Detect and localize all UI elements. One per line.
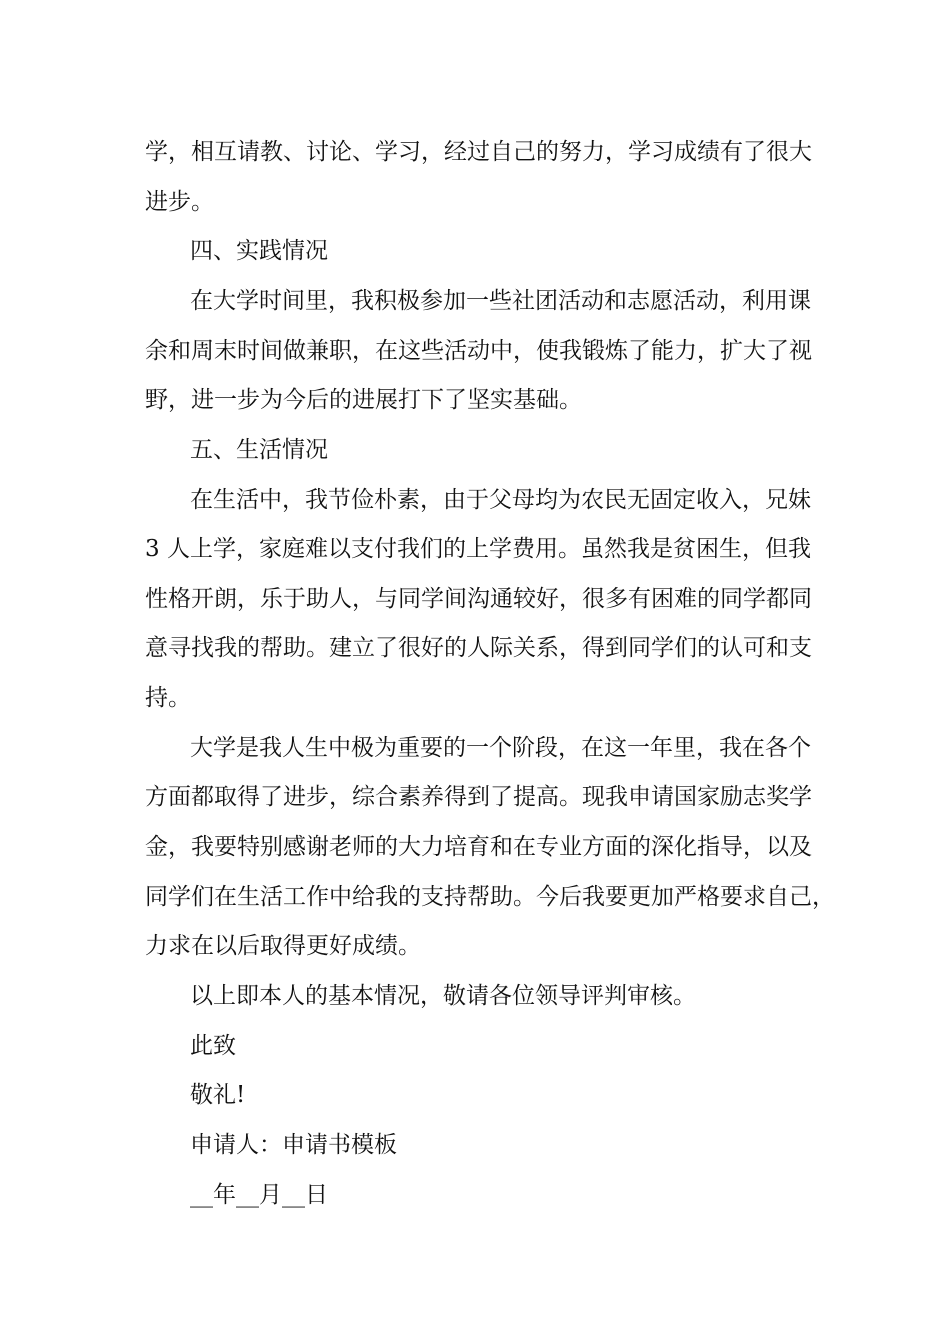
paragraph-line: 在大学时间里，我积极参加一些社团活动和志愿活动，利用课 xyxy=(190,288,811,314)
paragraph-line: 同学们在生活工作中给我的支持帮助。今后我要更加严格要求自己， xyxy=(145,884,835,910)
paragraph-line: 金，我要特别感谢老师的大力培育和在专业方面的深化指导，以及 xyxy=(145,834,812,860)
paragraph-line: 余和周末时间做兼职，在这些活动中，使我锻炼了能力，扩大了视 xyxy=(145,338,812,364)
paragraph-line: 在生活中，我节俭朴素，由于父母均为农民无固定收入，兄妹 xyxy=(190,487,811,513)
paragraph-line: 大学是我人生中极为重要的一个阶段，在这一年里，我在各个 xyxy=(190,735,811,761)
paragraph-line: 意寻找我的帮助。建立了很好的人际关系，得到同学们的认可和支 xyxy=(145,635,812,661)
salutation-cizhi: 此致 xyxy=(190,1033,236,1059)
paragraph-line: 力求在以后取得更好成绩。 xyxy=(145,933,421,959)
paragraph-line: 进步。 xyxy=(145,189,214,215)
paragraph-line: 性格开朗，乐于助人，与同学间沟通较好，很多有困难的同学都同 xyxy=(145,586,812,612)
salutation-jingli: 敬礼! xyxy=(190,1082,246,1108)
applicant-line: 申请人：申请书模板 xyxy=(190,1132,397,1158)
paragraph-line: 方面都取得了进步，综合素养得到了提高。现我申请国家励志奖学 xyxy=(145,784,812,810)
paragraph-line: 3 人上学，家庭难以支付我们的上学费用。虽然我是贫困生，但我 xyxy=(145,536,811,562)
closing-statement: 以上即本人的基本情况，敬请各位领导评判审核。 xyxy=(190,983,696,1009)
date-line: __年__月__日 xyxy=(190,1182,328,1208)
paragraph-line: 野，进一步为今后的进展打下了坚实基础。 xyxy=(145,387,582,413)
section-heading-practice: 四、实践情况 xyxy=(190,238,328,264)
section-heading-life: 五、生活情况 xyxy=(190,437,328,463)
paragraph-line: 持。 xyxy=(145,685,191,711)
paragraph-line: 学，相互请教、讨论、学习，经过自己的努力，学习成绩有了很大 xyxy=(145,139,812,165)
